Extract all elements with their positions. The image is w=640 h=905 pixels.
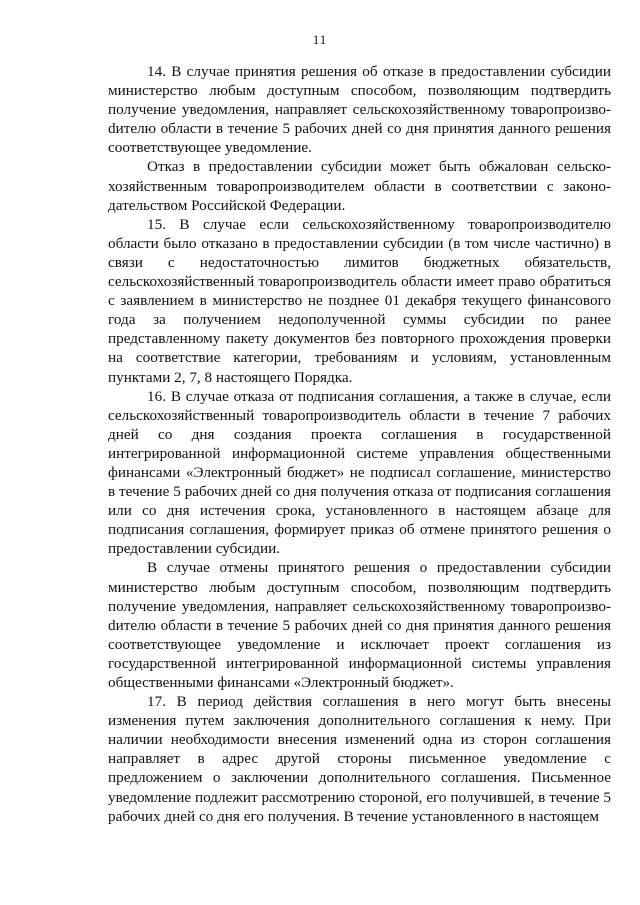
paragraph-14: 14. В случае принятия решения об отказе в предоставлении субсидии министерство любым доступным способом, позволяющим подтвердить получение уведомления, направляет сельскохозяйственному товаропроизвоdителю области в течение 5 рабочих дней со дня принятия данного решения соответствующее уведомление. — [108, 63, 611, 157]
document-body — [108, 62, 611, 826]
page-number: 11 — [312, 32, 328, 47]
paragraph-15: 15. В случае если сельскохозяйственному товаропроизводителю области было отказано в предоставлении субсидии (в том числе частично) в связи с недостаточностью лимитов бюджетных обязательств, сельскохозяйственный товаропроизводитель области имеет право обратиться с заявлением в министерство не позднее 01 декабря текущего финансового года за получением недополученной суммы субсидии по ранее представленному пакету документов без повторного прохождения проверки на соответствие категории, требованиям и условиям, установленным пунктами 2, 7, 8 настоящего Порядка. — [108, 215, 611, 386]
paragraph-16: 16. В случае отказа от подписания соглашения, а также в случае, если сельскохозяйственный товаропроизводитель области в течение 7 рабочих дней со дня создания проекта соглашения в государственной интегрированной информационной системе управления общественными финансами «Электронный бюджет» не подписал соглашение, министерство в течение 5 рабочих дней со дня получения отказа от подписания соглашения или со дня истечения срока, установленного в настоящем абзаце для подписания соглашения, формирует приказ об отмене принятого решения о предоставлении субсидии. — [108, 387, 611, 558]
paragraph-17: 17. В период действия соглашения в него могут быть внесены изменения путем заключения дополнительного соглашения к нему. При наличии необходимости внесения изменений одна из сторон соглашения направляет в адрес другой стороны письменное уведомление с предложением о заключении дополнительного соглашения. Письменное уведомление подлежит рассмотрению стороной, его получившей, в течение 5 рабочих дней со дня его получения. В течение установленного в настоящем — [108, 693, 611, 825]
paragraph-cancellation: В случае отмены принятого решения о предоставлении субсидии министерство любым доступным способом, позволяющим подтвердить получение уведомления, направляет сельскохозяйственному товаропроизвоdителю области в течение 5 рабочих дней со дня принятия данного решения соответствующее уведомление и исключает проект соглашения из государственной интегрированной информационной системы управления общественными финансами «Электронный бюджет». — [108, 559, 611, 691]
paragraph-appeal: Отказ в предоставлении субсидии может быть обжалован сельскохозяйственным товаропроизводителем области в соответствии с законодательством Российской Федерации. — [108, 158, 611, 214]
